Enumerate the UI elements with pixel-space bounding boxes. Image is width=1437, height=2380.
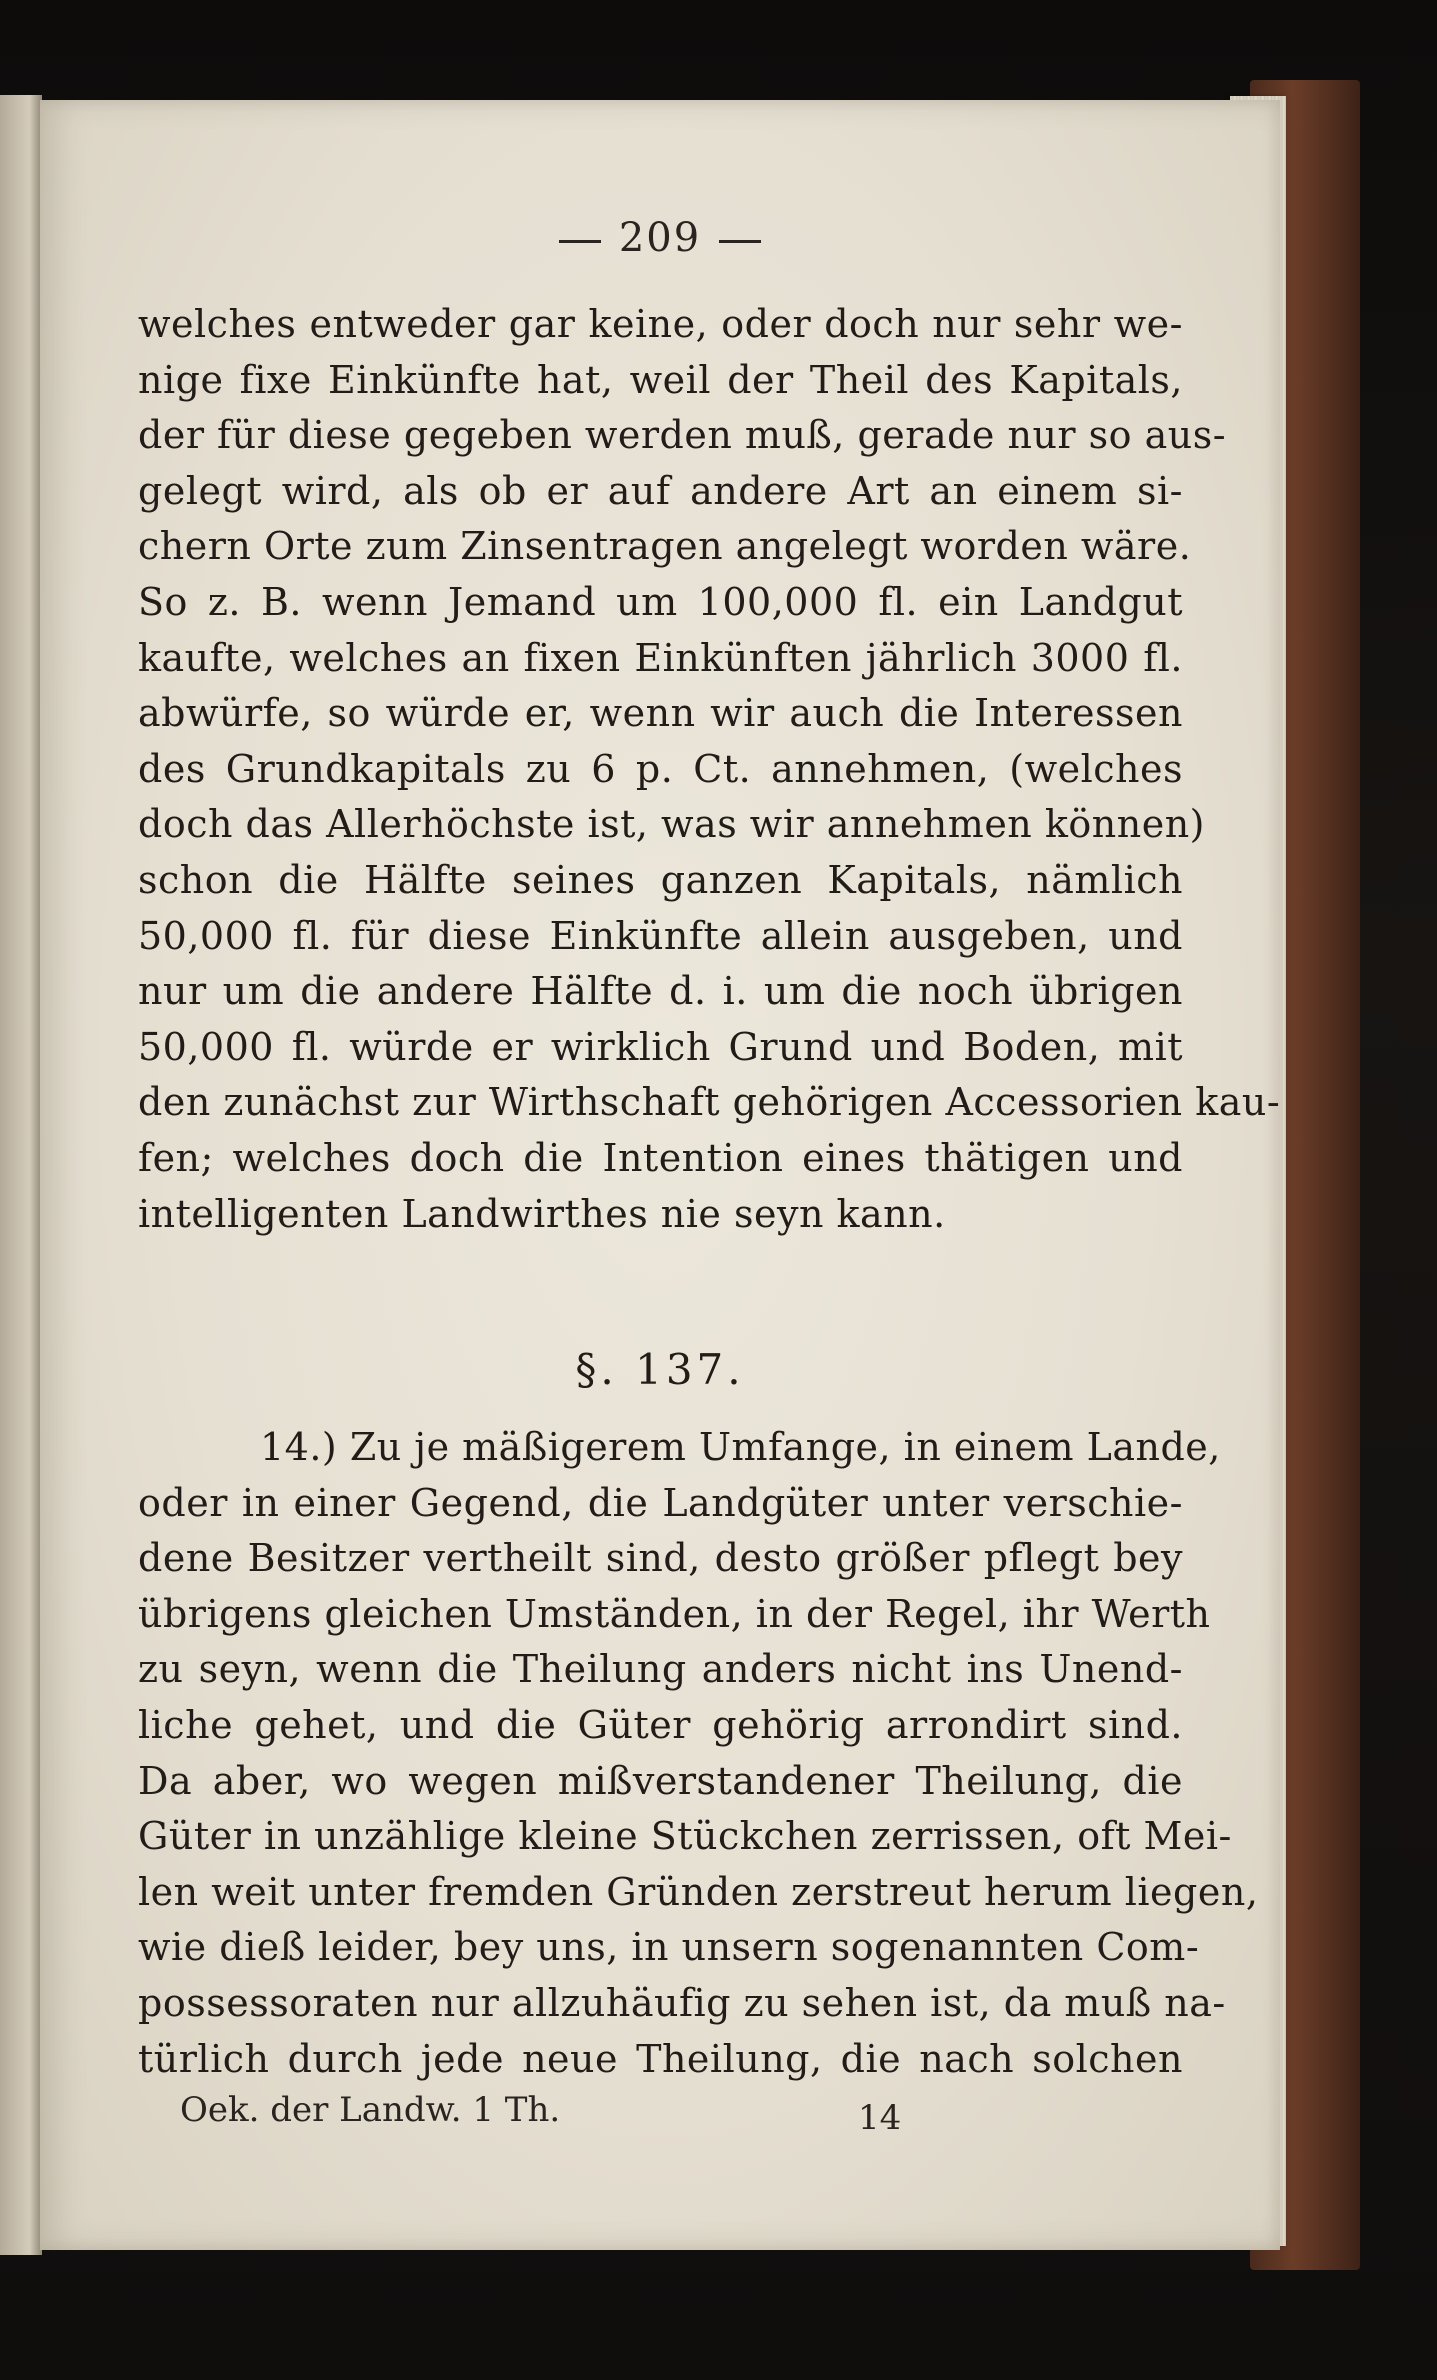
text-line: zu seyn, wenn die Theilung anders nicht ins Unend- — [138, 1647, 1183, 1692]
text-line: oder in einer Gegend, die Landgüter unter verschie- — [138, 1480, 1183, 1525]
left-page-edge — [0, 95, 42, 2255]
text-line: den zunächst zur Wirthschaft gehörigen Accessorien kau- — [138, 1080, 1281, 1125]
text-line: der für diese gegeben werden muß, gerade nur so aus- — [138, 413, 1227, 458]
text-line: So z. B. wenn Jemand um 100,000 fl. ein Landgut — [138, 579, 1183, 624]
text-line: wie dieß leider, bey uns, in unsern sogenannten Com- — [138, 1925, 1200, 1970]
text-line: fen; welches doch die Intention eines thätigen und — [138, 1135, 1183, 1180]
page-number: 209 — [618, 215, 702, 261]
paragraph-1 — [138, 297, 1281, 1242]
header-dash-left — [559, 240, 601, 243]
text-line: kaufte, welches an fixen Einkünften jährlich 3000 fl. — [138, 635, 1183, 680]
text-line: 50,000 fl. würde er wirklich Grund und Boden, mit — [138, 1024, 1183, 1069]
text-line: übrigens gleichen Umständen, in der Regel, ihr Werth — [138, 1591, 1211, 1636]
text-line: des Grundkapitals zu 6 p. Ct. annehmen, (welches — [138, 746, 1183, 791]
text-line: Güter in unzählige kleine Stückchen zerrissen, oft Mei- — [138, 1814, 1232, 1859]
footer-sheet-number: 14 — [858, 2098, 902, 2138]
text-line: len weit unter fremden Gründen zerstreut herum liegen, — [138, 1869, 1259, 1914]
text-line: Da aber, wo wegen mißverstandener Theilung, die — [138, 1758, 1183, 1803]
text-line: chern Orte zum Zinsentragen angelegt worden wäre. — [138, 524, 1192, 569]
text-line: türlich durch jede neue Theilung, die nach solchen — [138, 2036, 1183, 2081]
text-line: doch das Allerhöchste ist, was wir annehmen können) — [138, 802, 1205, 847]
text-line: dene Besitzer vertheilt sind, desto größer pflegt bey — [138, 1536, 1183, 1581]
text-line: nur um die andere Hälfte d. i. um die noch übrigen — [138, 969, 1183, 1014]
text-line: abwürfe, so würde er, wenn wir auch die Interessen — [138, 691, 1183, 736]
book-page — [40, 100, 1280, 2250]
text-line: 14.) Zu je mäßigerem Umfange, in einem Lande, — [260, 1425, 1221, 1469]
text-line: nige fixe Einkünfte hat, weil der Theil des Kapitals, — [138, 357, 1183, 402]
text-line: intelligenten Landwirthes nie seyn kann. — [138, 1191, 946, 1236]
header-dash-right — [719, 240, 761, 243]
footer-signature: Oek. der Landw. 1 Th. — [180, 2090, 561, 2130]
text-line: liche gehet, und die Güter gehörig arrondirt sind. — [138, 1702, 1183, 1747]
text-line: welches entweder gar keine, oder doch nur sehr we- — [138, 302, 1183, 346]
text-line: 50,000 fl. für diese Einkünfte allein ausgeben, und — [138, 913, 1183, 958]
text-line: schon die Hälfte seines ganzen Kapitals, nämlich — [138, 857, 1183, 902]
text-line: possessoraten nur allzuhäufig zu sehen ist, da muß na- — [138, 1980, 1226, 2025]
section-heading: §. 137. — [575, 1345, 745, 1394]
text-line: gelegt wird, als ob er auf andere Art an einem si- — [138, 468, 1183, 513]
page-header — [40, 215, 1280, 261]
paragraph-2 — [138, 1420, 1259, 2087]
